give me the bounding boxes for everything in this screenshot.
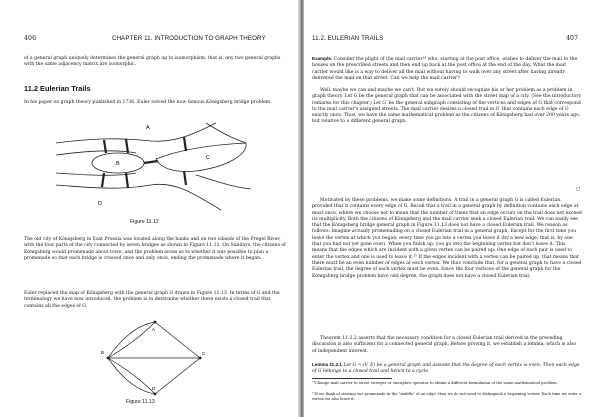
left-para-1: In his paper on graph theory published in 1736, Euler solved the now famous Königsberg bridge problem. [24,100,272,105]
left-para-3: Euler replaced the map of Königsberg with the general graph G drawn in Figure 11.13. In terms of G and the terminology we have now introduced, the problem is to determine whether there exists a closed trail that contains all the edges of G. [24,291,280,309]
bridge-2 [126,139,128,153]
left-page-number: 406 [24,35,37,42]
edge-d-c [155,358,200,394]
right-para-3: Motivated by these problems, we make some definitions. A trail in a general graph G is called Eulerian, provided that it contains every edge of G. Recall that a trail in a general graph by definition contains each edge at most once, where we choose not to mean that the number of times that an edge occurs on the trail does not exceed its multiplicity. Both the citizens of Königsberg and the mail carrier seek a closed Eulerian trail. We can easily see that the Königsberg bridge general graph in Figure 11.13 does not have a closed Eulerian trail. We reason as follows: Imagine actually promenading on a closed Eulerian trail in a general graph. Except for the first time you leave the vertex at which you began, every time you go into a vertex you leave it (by a new edge; that is, by one that you had not yet gone over). When you finish up, you go into the beginning vertex but don't leave it. This means that the edges which are incident with a given vertex can be paired up: One edge of each pair is used to enter the vertex and one is used to leave it.¹⁵ If the edges incident with a vertex can be paired up, that means that there must be an even number of edges at each vertex. We thus conclude that, for a general graph to have a closed Eulerian trail, the degree of each vertex must be even. Since the four vertices of the general graph for the Königsberg bridge problem have odd degree, the graph does not have a closed Eulerian trail. [312,198,582,279]
lemma-paragraph [312,362,582,376]
river-bank-bottom [56,184,221,210]
bridge-4 [126,173,128,188]
example-paragraph [312,56,582,82]
map-label-b: B [116,161,120,167]
edge-a-c [155,322,200,358]
left-page [0,0,298,417]
lemma-text: Let G = (V, E) be a general graph and assume that the degree of each vertex is even. Then each edge of G belongs to a closed trail and hence to a cycle. [312,363,580,375]
example-label: Example. [312,56,333,61]
koenigsberg-graph-figure [100,318,210,396]
edge-b-a-2 [108,322,155,358]
section-title: 11.2 Eulerian Trails [24,84,91,93]
right-page [304,0,600,417]
vertex-a [154,321,157,324]
graph-label-b: B [101,350,105,355]
lemma-label: Lemma 11.2.1 [312,362,342,367]
right-running-head: 11.2. EULERIAN TRAILS [312,35,384,42]
right-para-4: Theorem 11.2.2 asserts that the necessary condition for a closed Eulerian trail derived in the preceding discussion is also sufficient for a connected general graph. Before proving it, we establish a lemma, which is also of independent interest. [312,336,577,354]
edge-b-d-1 [108,358,155,394]
graph-label-d: D [152,386,156,391]
vertex-d [154,393,157,396]
edge-b-a-1 [108,322,155,358]
bridge-6 [184,137,186,151]
river-branch-south [196,175,251,189]
map-label-d: D [98,201,102,207]
edge-b-d-2 [108,358,155,394]
footnote-rule [312,378,392,379]
qed-symbol: □ [576,187,581,192]
island-east [156,143,246,172]
vertex-c [199,357,202,360]
river-bank-bottom-inner [56,173,136,175]
left-para-2: The old city of Königsberg in East Prussia was located along the banks and on two islands of the Pregel River, with the four parts of the city connected by seven bridges as shown in Figure 11.12. On Sundays, the citizens of Königsberg would promenade about town, and the problem arose as to whether it was possible to plan a promenade so that each bridge is crossed once and only once, ending the promenade where it began. [24,237,286,261]
river-bank-top [56,123,216,143]
map-label-c: C [206,155,210,161]
graph-label-a: A [152,327,156,332]
map-label-a: A [146,125,150,131]
figure-11-12-caption: Figure 11.12 [130,219,159,225]
footnote-15: ¹⁵If we think of starting our promenade in the "middle" of an edge, then we do not need to distinguish a beginning vertex: Each time we enter a vertex we also leave it. [312,392,582,401]
koenigsberg-map-figure [56,115,256,215]
figure-11-13-caption: Figure 11.13 [126,399,155,405]
example-text: Consider the plight of the mail carrier¹⁴ who, starting at the post office, wishes to deliver the mail to the houses on the prescribed streets and then end up back at the post office at the end of the day. What the mail carrier would like is a way to deliver all the mail without having to walk over any street after having already delivered the mail on that street. Can we help the mail carrier? [312,57,578,81]
left-running-head: CHAPTER 11. INTRODUCTION TO GRAPH THEORY [112,35,266,42]
left-intro-text: of a general graph uniquely determines the general graph up to isomorphism; that is, any two general graphs with the same adjacency matrix are isomorphic. [24,56,281,68]
bridge-5 [144,161,158,163]
bridge-7 [184,171,186,185]
right-page-number: 407 [566,35,579,42]
river-branch-north [206,123,246,143]
footnote-14: ¹⁴Change mail carrier to street sweeper or snowplow operator to obtain a different formulation of the same mathematical problem. [312,381,558,385]
vertex-b [107,357,110,360]
graph-label-c: C [202,351,206,356]
right-para-2: Well, maybe we can and maybe we can't. But we surely should recognize his or her problem as a problem in graph theory. Let G be the general graph that can be associated with the street map of a city. (See the introductory remarks for this chapter.) Let G′ be the general subgraph consisting of the vertices and edges of G that correspond to the mail carrier's assigned streets. The mail carrier desires a closed trail in G′ that contains each edge of G′ exactly once. Thus, we have the same mathematical problem as the citizens of Königsberg had over 200 years ago, but relative to a different general graph. [312,88,582,125]
